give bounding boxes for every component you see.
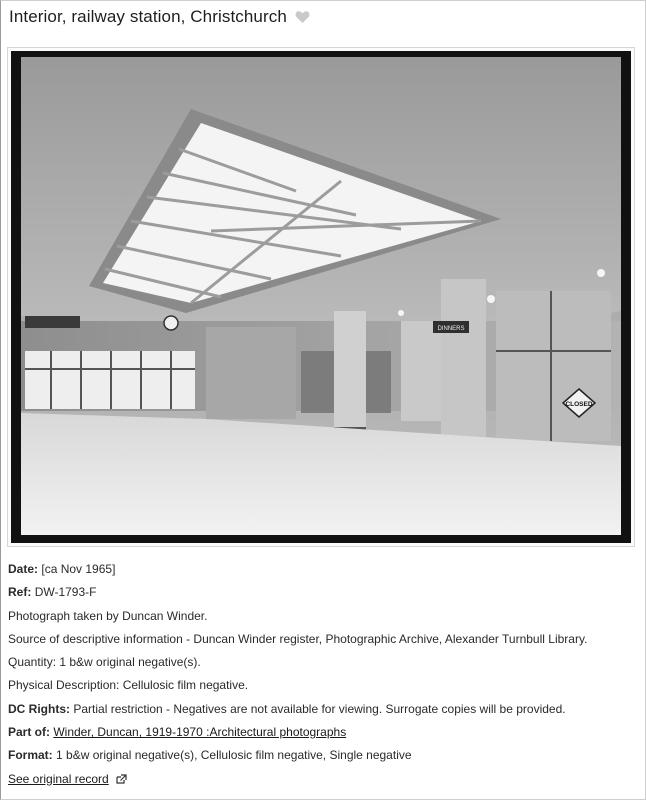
page-title: Interior, railway station, Christchurch — [9, 7, 287, 26]
station-interior-photo — [11, 51, 631, 543]
format-row — [8, 744, 638, 767]
photographer-text: Photograph taken by Duncan Winder. — [8, 608, 208, 623]
date-label: Date: — [8, 562, 39, 576]
title-row — [9, 6, 310, 28]
format-value: 1 b&w original negative(s), Cellulosic film negative, Single negative — [56, 748, 412, 763]
rights-value: Partial restriction - Negatives are not available for viewing. Surrogate copies will be provided. — [73, 701, 566, 716]
photo-container[interactable] — [7, 47, 635, 547]
rights-label: DC Rights: — [8, 701, 70, 716]
rights-row — [8, 698, 638, 721]
part-of-row — [8, 721, 638, 744]
date-row — [8, 558, 638, 581]
external-link-icon[interactable] — [116, 769, 127, 792]
quantity-text: Quantity: 1 b&w original negative(s). — [8, 655, 201, 670]
part-of-label: Part of: — [8, 725, 50, 740]
collection-link[interactable]: Winder, Duncan, 1919-1970 :Architectural photographs — [53, 725, 347, 740]
format-label: Format: — [8, 748, 53, 763]
record-details — [8, 558, 638, 792]
source-text: Source of descriptive information - Duncan Winder register, Photographic Archive, Alexander Turnbull Library. — [8, 631, 588, 646]
dinners-sign: DINNERS — [437, 326, 465, 332]
ref-label: Ref: — [8, 585, 32, 600]
original-record-row — [8, 768, 638, 792]
ref-row — [8, 581, 638, 604]
heart-icon[interactable] — [295, 10, 310, 24]
ref-value: DW-1793-F — [34, 585, 97, 600]
date-value: [ca Nov 1965] — [41, 562, 116, 576]
closed-sign: CLOSED — [565, 401, 593, 408]
physical-description-text: Physical Description: Cellulosic film negative. — [8, 678, 249, 693]
original-record-link[interactable]: See original record — [8, 771, 109, 786]
